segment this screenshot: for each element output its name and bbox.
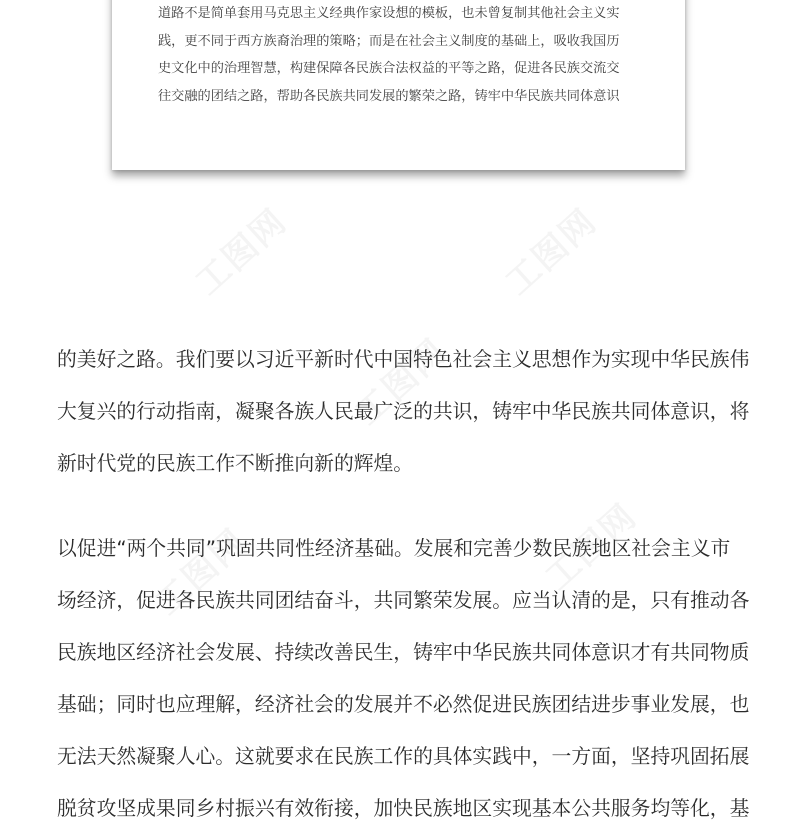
watermark: 工图网 [187, 201, 295, 304]
paragraph-line: 场经济，促进各民族共同团结奋斗，共同繁荣发展。应当认清的是，只有推动各 [57, 589, 750, 612]
paragraph-line: 大复兴的行动指南，凝聚各族人民最广泛的共识，铸牢中华民族共同体意识，将 [57, 400, 750, 423]
watermark: 工图网 [537, 496, 645, 599]
paragraph-line: 的美好之路。我们要以习近平新时代中国特色社会主义思想作为实现中华民族伟 [57, 348, 750, 371]
paragraph-line: 以促进“两个共同”巩固共同性经济基础。发展和完善少数民族地区社会主义市 [57, 537, 731, 560]
paragraph-1 [57, 334, 757, 490]
watermark: 工图网 [497, 201, 605, 304]
quote-card-line: 践，更不同于西方族裔治理的策略；而是在社会主义制度的基础上，吸收我国历 [158, 33, 620, 49]
quote-card-line: 往交融的团结之路，帮助各民族共同发展的繁荣之路，铸牢中华民族共同体意识 [158, 88, 620, 104]
quote-card-line: 道路不是简单套用马克思主义经典作家设想的模板，也未曾复制其他社会主义实 [158, 6, 620, 21]
quote-card-line: 史文化中的治理智慧，构建保障各民族合法权益的平等之路，促进各民族交流交 [158, 61, 620, 76]
quote-card [112, 0, 685, 170]
paragraph-2 [57, 523, 757, 835]
paragraph-line: 民族地区经济社会发展、持续改善民生，铸牢中华民族共同体意识才有共同物质 [57, 641, 750, 664]
paragraph-line: 新时代党的民族工作不断推向新的辉煌。 [57, 452, 414, 475]
paragraph-line: 无法天然凝聚人心。这就要求在民族工作的具体实践中，一方面，坚持巩固拓展 [57, 745, 750, 768]
watermark: 工图网 [347, 331, 455, 434]
quote-card-text [158, 0, 658, 110]
paragraph-line: 脱贫攻坚成果同乡村振兴有效衔接，加快民族地区实现基本公共服务均等化，基 [57, 797, 750, 820]
paragraph-line: 基础；同时也应理解，经济社会的发展并不必然促进民族团结进步事业发展，也 [57, 693, 750, 716]
watermark: 工图网 [147, 521, 255, 624]
